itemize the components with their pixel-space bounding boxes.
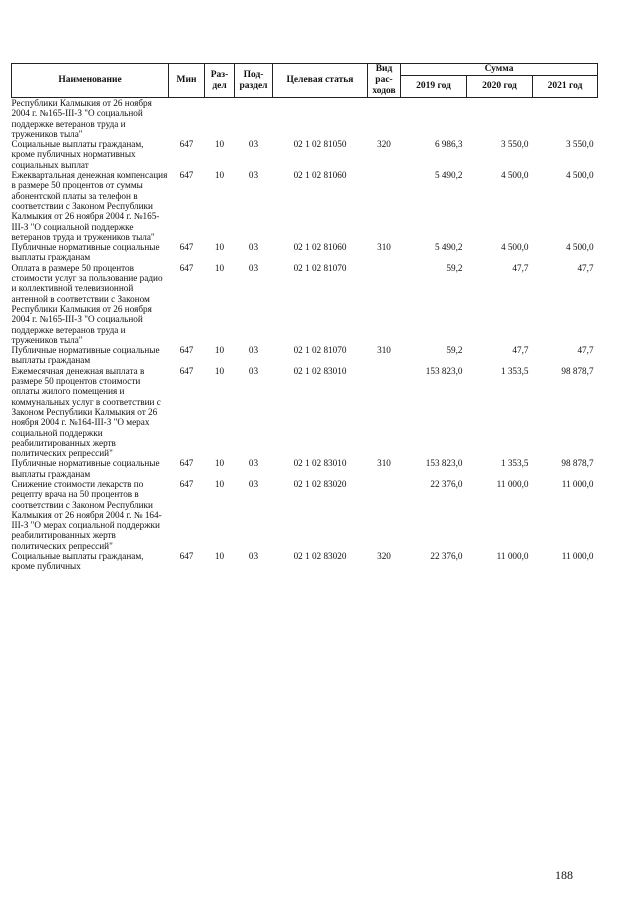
table-row bbox=[12, 139, 598, 170]
cell-min: 647 bbox=[179, 365, 194, 376]
cell-min: 647 bbox=[179, 551, 194, 562]
cell-name: Публичные нормативные социальные выплаты гражданам bbox=[11, 345, 160, 366]
cell-y2020: 4 500,0 bbox=[500, 170, 529, 181]
cell-min: 647 bbox=[179, 262, 194, 273]
cell-razdel: 10 bbox=[214, 458, 225, 469]
cell-y2019: 153 823,0 bbox=[425, 365, 463, 376]
cell-podrazdel: 03 bbox=[248, 551, 259, 562]
cell-y2021: 98 878,7 bbox=[561, 458, 594, 469]
cell-y2020: 1 353,5 bbox=[500, 458, 529, 469]
cell-y2021 bbox=[533, 98, 598, 140]
cell-podrazdel: 03 bbox=[248, 458, 259, 469]
cell-name: Публичные нормативные социальные выплаты гражданам bbox=[11, 242, 160, 263]
cell-target: 02 1 02 81070 bbox=[293, 345, 347, 356]
cell-y2021: 4 500,0 bbox=[565, 242, 594, 253]
cell-podrazdel: 03 bbox=[248, 139, 259, 150]
cell-y2021: 47,7 bbox=[577, 345, 594, 356]
header-sum: Сумма bbox=[401, 64, 598, 76]
cell-razdel bbox=[205, 98, 235, 140]
cell-target: 02 1 02 81070 bbox=[293, 262, 347, 273]
cell-y2019: 153 823,0 bbox=[425, 458, 463, 469]
cell-razdel: 10 bbox=[214, 170, 225, 181]
cell-target: 02 1 02 81060 bbox=[293, 170, 347, 181]
cell-vid bbox=[368, 479, 401, 551]
cell-y2021: 98 878,7 bbox=[561, 365, 594, 376]
cell-razdel: 10 bbox=[214, 551, 225, 562]
cell-y2019: 22 376,0 bbox=[430, 551, 463, 562]
cell-vid bbox=[368, 366, 401, 459]
header-2019: 2019 год bbox=[401, 76, 467, 98]
cell-name: Оплата в размере 50 процентов стоимости услуг за пользование радио и коллективной телевизионной антенной в соответствии с Законом Республики Калмыкия от 26 ноября 2004 г. №165-III-З "О социальной поддержке ветеранов труда и тружеников тыла" bbox=[11, 262, 163, 345]
table-row bbox=[12, 170, 598, 242]
cell-razdel: 10 bbox=[214, 345, 225, 356]
cell-vid: 320 bbox=[377, 139, 391, 150]
header-min: Мин bbox=[169, 64, 205, 98]
cell-y2019: 59,2 bbox=[446, 262, 463, 273]
cell-vid bbox=[368, 263, 401, 345]
cell-razdel: 10 bbox=[214, 139, 225, 150]
header-2021: 2021 год bbox=[533, 76, 598, 98]
header-target: Целевая статья bbox=[273, 64, 368, 98]
table-row bbox=[12, 242, 598, 263]
table-row bbox=[12, 366, 598, 459]
cell-name: Социальные выплаты гражданам, кроме публичных bbox=[11, 551, 144, 572]
cell-razdel: 10 bbox=[214, 262, 225, 273]
table-row bbox=[12, 263, 598, 345]
cell-y2020: 1 353,5 bbox=[500, 365, 529, 376]
cell-podrazdel: 03 bbox=[248, 242, 259, 253]
table-row bbox=[12, 98, 598, 140]
cell-razdel: 10 bbox=[214, 365, 225, 376]
cell-podrazdel: 03 bbox=[248, 345, 259, 356]
cell-min: 647 bbox=[179, 478, 194, 489]
cell-y2020: 3 550,0 bbox=[500, 139, 529, 150]
cell-name: Публичные нормативные социальные выплаты гражданам bbox=[11, 458, 160, 479]
cell-podrazdel: 03 bbox=[248, 170, 259, 181]
table-row bbox=[12, 551, 598, 572]
cell-y2019: 22 376,0 bbox=[430, 478, 463, 489]
cell-podrazdel bbox=[235, 98, 273, 140]
cell-y2020: 4 500,0 bbox=[500, 242, 529, 253]
budget-table bbox=[11, 63, 598, 572]
cell-name: Республики Калмыкия от 26 ноября 2004 г. №165-III-З "О социальной поддержке ветеранов труда и тружеников тыла" bbox=[11, 98, 152, 139]
table-row bbox=[12, 458, 598, 479]
table-row bbox=[12, 345, 598, 366]
cell-name: Снижение стоимости лекарств по рецепту врача на 50 процентов в соответствии с Законом Республики Калмыкия от 26 ноября 2004 г. № 164-III-З "О мерах социальной поддержки реабилитированных жертв политических репрессий" bbox=[11, 478, 162, 551]
cell-y2020: 11 000,0 bbox=[496, 478, 529, 489]
cell-min: 647 bbox=[179, 458, 194, 469]
cell-target: 02 1 02 81050 bbox=[293, 139, 347, 150]
cell-y2020: 47,7 bbox=[512, 262, 529, 273]
cell-min bbox=[169, 98, 205, 140]
cell-target: 02 1 02 83020 bbox=[293, 478, 347, 489]
cell-y2020: 47,7 bbox=[512, 345, 529, 356]
cell-vid: 310 bbox=[377, 345, 391, 356]
cell-y2019: 5 490,2 bbox=[434, 242, 463, 253]
cell-min: 647 bbox=[179, 170, 194, 181]
cell-y2019: 5 490,2 bbox=[434, 170, 463, 181]
cell-y2019: 6 986,3 bbox=[434, 139, 463, 150]
cell-y2020 bbox=[467, 98, 533, 140]
cell-y2021: 3 550,0 bbox=[565, 139, 594, 150]
cell-podrazdel: 03 bbox=[248, 262, 259, 273]
cell-name: Социальные выплаты гражданам, кроме публичных нормативных социальных выплат bbox=[11, 139, 144, 170]
cell-razdel: 10 bbox=[214, 478, 225, 489]
cell-podrazdel: 03 bbox=[248, 478, 259, 489]
cell-target: 02 1 02 81060 bbox=[293, 242, 347, 253]
cell-min: 647 bbox=[179, 242, 194, 253]
cell-name: Ежемесячная денежная выплата в размере 50 процентов стоимости оплаты жилого помещения и коммунальных услуг в соответствии с Законом Республики Калмыкия от 26 ноября 2004 г. №164-III-З "О мерах социальной поддержки реабилитированных жертв политических репрессий" bbox=[11, 365, 161, 459]
cell-min: 647 bbox=[179, 139, 194, 150]
cell-target: 02 1 02 83010 bbox=[293, 365, 347, 376]
cell-target: 02 1 02 83010 bbox=[293, 458, 347, 469]
cell-name: Ежеквартальная денежная компенсация в размере 50 процентов от суммы абонентской платы за телефон в соответствии с Законом Республики Калмыкия от 26 ноября 2004 г. №165-III-З "О социальной поддержке ветеранов труда и тружеников тыла" bbox=[11, 170, 168, 242]
cell-y2019: 59,2 bbox=[446, 345, 463, 356]
cell-y2021: 47,7 bbox=[577, 262, 594, 273]
header-vid: Вид рас-ходов bbox=[368, 64, 401, 98]
header-2020: 2020 год bbox=[467, 76, 533, 98]
cell-target bbox=[273, 98, 368, 140]
cell-vid bbox=[368, 170, 401, 242]
header-podrazdel: Под-раздел bbox=[235, 64, 273, 98]
cell-y2019 bbox=[401, 98, 467, 140]
cell-podrazdel: 03 bbox=[248, 365, 259, 376]
cell-vid: 310 bbox=[377, 458, 391, 469]
cell-target: 02 1 02 83020 bbox=[293, 551, 347, 562]
cell-min: 647 bbox=[179, 345, 194, 356]
cell-y2021: 4 500,0 bbox=[565, 170, 594, 181]
table-row bbox=[12, 479, 598, 551]
cell-razdel: 10 bbox=[214, 242, 225, 253]
cell-y2020: 11 000,0 bbox=[496, 551, 529, 562]
page-number: 188 bbox=[555, 868, 573, 882]
header-razdel: Раз-дел bbox=[205, 64, 235, 98]
table-body bbox=[12, 98, 598, 572]
cell-y2021: 11 000,0 bbox=[561, 478, 594, 489]
cell-vid: 310 bbox=[377, 242, 391, 253]
table-header bbox=[12, 64, 598, 98]
cell-y2021: 11 000,0 bbox=[561, 551, 594, 562]
header-name: Наименование bbox=[12, 64, 169, 98]
cell-vid bbox=[368, 98, 401, 140]
cell-vid: 320 bbox=[377, 551, 391, 562]
